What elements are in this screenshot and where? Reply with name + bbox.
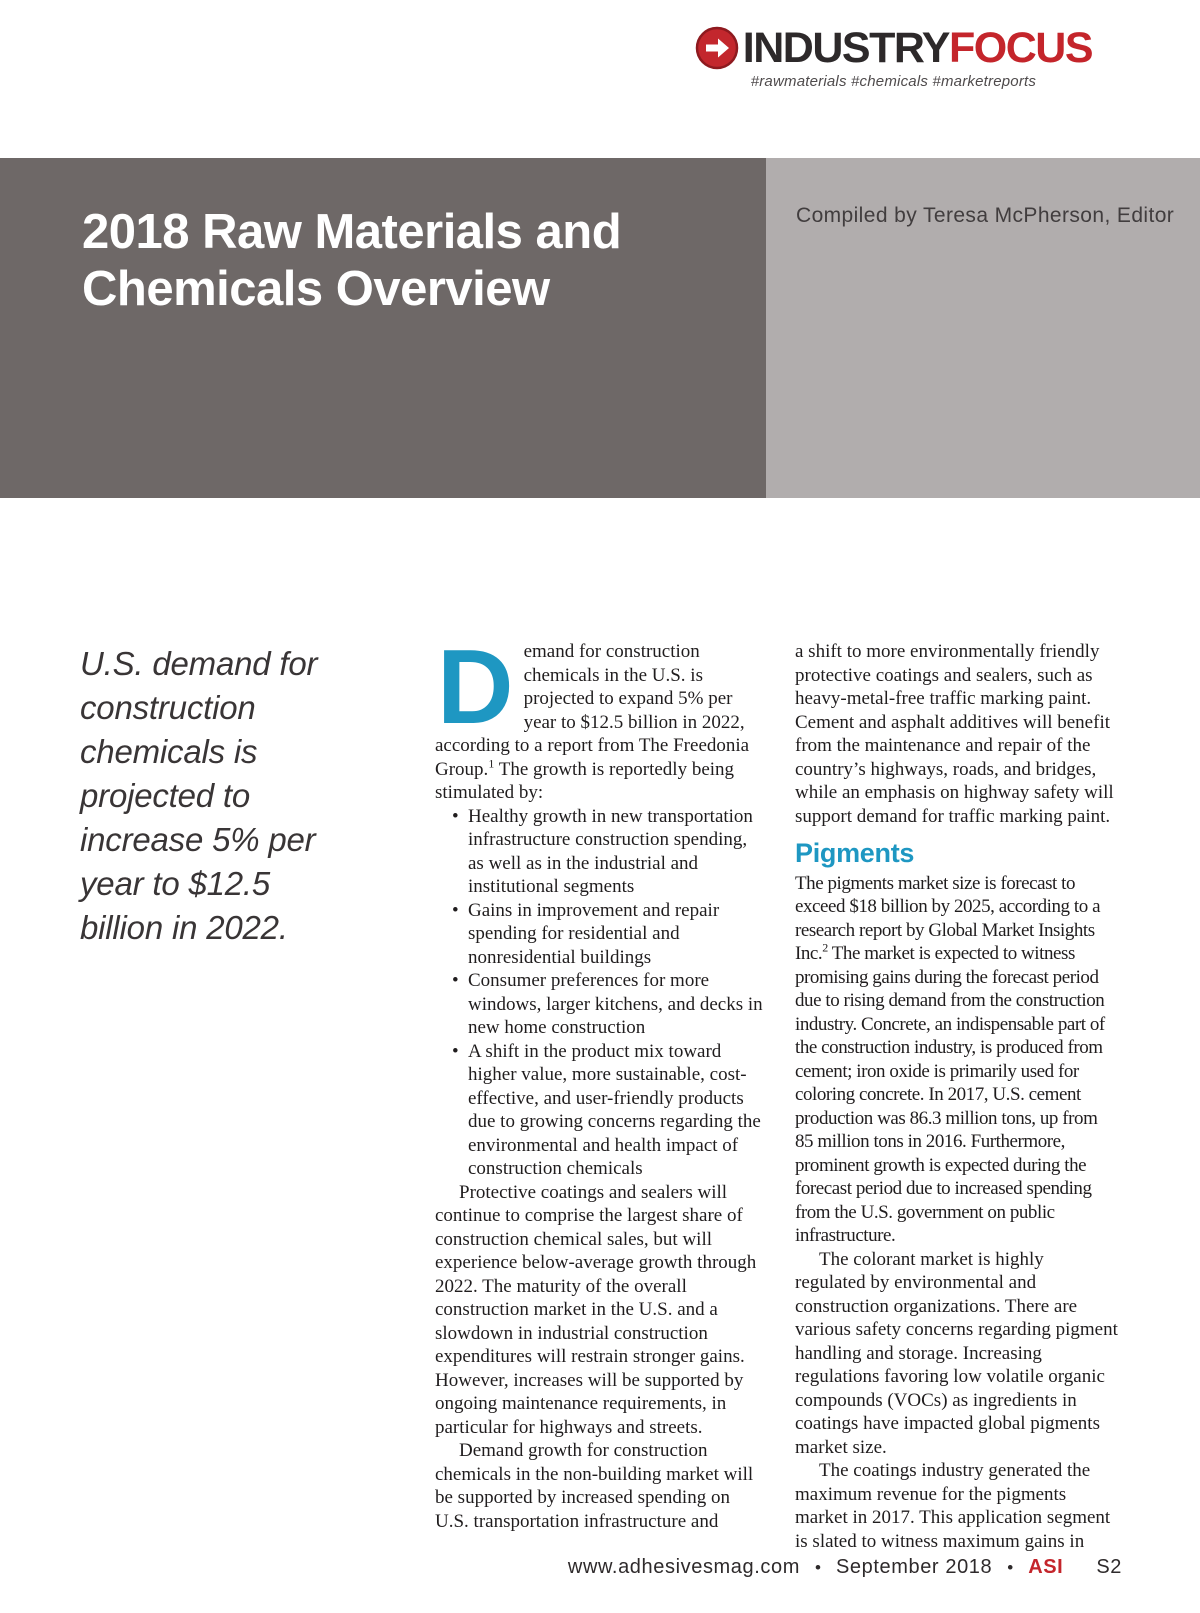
list-item: • Healthy growth in new transportation infrastructure construction spending, as well as in the industrial and institutional segments [468,805,767,899]
paragraph-continuation: a shift to more environmentally friendly protective coatings and sealers, such as heavy-metal-free traffic marking paint. Cement and asphalt additives will benefit from the maintenance and repair of the country’s highways, roads, and bridges, while an emphasis on highway safety will support demand for traffic marking paint. [795,641,1114,827]
drop-cap: D [437,628,514,746]
title-banner [0,158,1200,498]
list-item: • Gains in improvement and repair spending for residential and nonresidential buildings [468,899,767,970]
footer-separator-icon: • [1007,1558,1014,1577]
industry-focus-logo [695,23,1092,90]
page-title-line2: Chemicals Overview [82,261,550,316]
footnote-ref-1: 1 [488,756,495,771]
pigments-text-cont: The market is expected to witness promising gains during the forecast period due to rising demand from the construction industry. Concrete, an indispensable part of the construction industry, is produced from cement; iron oxide is primarily used for coloring concrete. In 2017, U.S. cement production was 86.3 million tons, up from 85 million tons in 2016. Furthermore, prominent growth is expected during the forecast period due to increased spending from the U.S. government on public infrastructure. [795,943,1105,1246]
footer-separator-icon: • [815,1558,821,1577]
article-column-middle [435,628,767,1533]
paragraph-demand-growth: Demand growth for construction chemicals in the non-building market will be supported by increased spending on U.S. transportation infrastructure and [435,1440,754,1532]
pigments-heading: Pigments [795,838,915,868]
pull-quote: U.S. demand for construction chemicals is projected to increase 5% per year to $12.5 billion in 2022. [80,645,318,946]
intro-paragraph [435,628,767,805]
page-footer [568,1556,1122,1579]
logo-focus-text: FOCUS [949,23,1092,72]
list-item: • A shift in the product mix toward higher value, more sustainable, cost-effective, and user-friendly products due to growing concerns regarding the environmental and health impact of construction chemicals [468,1040,767,1181]
title-banner-dark-panel [0,158,766,498]
paragraph-protective-coatings: Protective coatings and sealers will continue to comprise the largest share of construction chemical sales, but will experience below-average growth through 2022. The maturity of the overall construction market in the U.S. and a slowdown in industrial construction expenditures will restrain stronger gains. However, increases will be supported by ongoing maintenance requirements, in particular for highways and streets. [435,1181,757,1438]
paragraph-colorant-market: The colorant market is highly regulated by environmental and construction organizations. There are various safety concerns regarding pigment handling and storage. Increasing regulations favoring low volatile organic compounds (VOCs) as ingredients in coatings have impacted global pigments market size. [795,1248,1118,1458]
pigments-text: The pigments market size is forecast to exceed $18 billion by 2025, according to a research report by Global Market Insights Inc. [795,872,1101,964]
article-column-right [795,640,1119,1553]
paragraph-pigments-market [795,872,1119,1248]
byline: Compiled by Teresa McPherson, Editor [796,204,1175,227]
footer-issue: September 2018 [835,1556,993,1578]
footer-magazine-name: ASI [1028,1556,1064,1578]
logo-wordmark [742,23,1092,72]
title-banner-light-panel [766,158,1200,498]
page-title [82,204,766,318]
page-title-line1: 2018 Raw Materials and [82,205,622,259]
list-item: • Consumer preferences for more windows, larger kitchens, and decks in new home construction [468,969,767,1040]
intro-text: emand for construction chemicals in the U.S. is projected to expand 5% per year to $12.5 billion in 2022, according to a report from The Freedonia Group. [435,641,750,780]
arrow-right-circle-icon [695,26,739,70]
paragraph-coatings-industry: The coatings industry generated the maximum revenue for the pigments market in 2017. This application segment is slated to witness maximum gains in [795,1460,1111,1552]
footer-page-number: S2 [1096,1556,1122,1578]
growth-drivers-list [435,805,767,1181]
footnote-ref-2: 2 [822,940,828,955]
footer-website: www.adhesivesmag.com [567,1556,800,1578]
intro-text-cont: The growth is reportedly being stimulated by: [435,758,735,803]
logo-hashtags: #rawmaterials #chemicals #marketreports [750,73,1037,90]
logo-industry-text: INDUSTRY [742,23,949,72]
